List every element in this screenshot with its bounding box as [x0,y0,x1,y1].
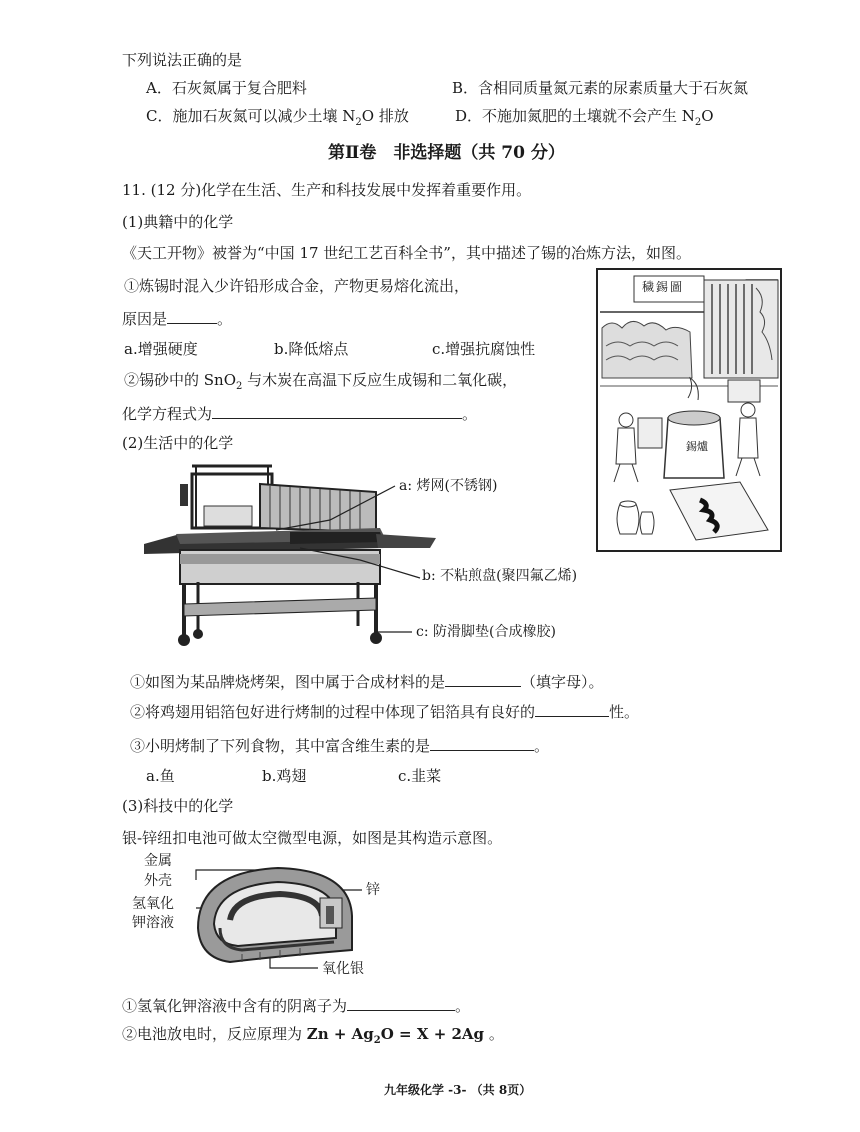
q11-stem: 11. (12 分)化学在生活、生产和科技发展中发挥着重要作用。 [122,181,532,199]
option-b: B．含相同质量氮元素的尿素质量大于石灰氮 [452,79,749,97]
part1-choice-b: b.降低熔点 [274,340,349,358]
answer-blank[interactable] [167,307,217,324]
part3-q2: ②电池放电时，反应原理为 $Zn + Ag_2O = X + 2Ag$ 。 [122,1025,504,1046]
part1-q2-line1: ②锡砂中的 SnO$_2$ 与木炭在高温下反应生成锡和二氧化碳， [124,371,518,392]
part1-q1-line2: 原因是 。 [122,307,232,329]
battery-illustration [190,858,360,968]
grill-label-c: c: 防滑脚垫(合成橡胶) [416,624,556,640]
part2-choice-a: a.鱼 [146,767,175,785]
battery-label-zinc: 锌 [366,882,380,898]
illustration-sign-text: 穢錫圖 [642,280,685,294]
part3-q1: ①氢氧化钾溶液中含有的阴离子为 。 [122,994,470,1016]
answer-blank[interactable] [347,994,455,1011]
tin-smelting-illustration [596,268,782,552]
option-c: C．施加石灰氮可以减少土壤 $N_2O$ 排放 [146,107,409,128]
part1-heading: (1)典籍中的化学 [122,213,234,231]
part1-q2-line2: 化学方程式为 。 [122,402,477,424]
part2-choice-c: c.韭菜 [398,767,442,785]
part1-q1-line1: ①炼锡时混入少许铅形成合金，产物更易熔化流出， [124,277,470,295]
part1-choice-a: a.增强硬度 [124,340,198,358]
battery-label-shell-2: 外壳 [144,873,172,889]
part2-q1: ①如图为某品牌烧烤架，图中属于合成材料的是 （填字母）。 [130,670,604,692]
battery-label-koh-2: 钾溶液 [132,915,174,931]
part1-choice-c: c.增强抗腐蚀性 [432,340,536,358]
part2-choice-b: b.鸡翅 [262,767,307,785]
answer-blank[interactable] [535,700,609,717]
option-a: A．石灰氮属于复合肥料 [146,79,307,97]
grill-label-b: b: 不粘煎盘(聚四氟乙烯) [422,568,578,584]
part2-q2: ②将鸡翅用铝箔包好进行烤制的过程中体现了铝箔具有良好的 性。 [130,700,639,722]
part3-heading: (3)科技中的化学 [122,797,234,815]
battery-label-koh-1: 氢氧化 [132,896,174,912]
reaction-equation: $Zn + Ag_2O = X + 2Ag$ [306,1025,485,1046]
battery-label-shell-1: 金属 [144,853,172,869]
section-title: 第Ⅱ卷 非选择题（共 70 分） [328,143,565,163]
question-intro: 下列说法正确的是 [122,51,243,69]
grill-label-a: a: 烤网(不锈钢) [399,478,498,494]
option-d: D．不施加氮肥的土壤就不会产生 $N_2O$ [455,107,714,128]
part2-heading: (2)生活中的化学 [122,434,234,452]
part3-text: 银-锌纽扣电池可做太空微型电源，如图是其构造示意图。 [122,829,503,847]
part2-q3: ③小明烤制了下列食物，其中富含维生素的是 。 [130,734,549,756]
answer-blank[interactable] [430,734,534,751]
answer-blank[interactable] [212,402,462,419]
battery-label-silver-oxide: 氧化银 [322,961,364,977]
page-footer: 九年级化学 -3- （共 8页） [384,1083,532,1097]
illustration-furnace-text: 錫爐 [686,440,708,453]
answer-blank[interactable] [445,670,521,687]
part1-text: 《天工开物》被誉为“中国 17 世纪工艺百科全书”，其中描述了锡的冶炼方法，如图。 [122,244,691,262]
grill-illustration [140,462,440,650]
